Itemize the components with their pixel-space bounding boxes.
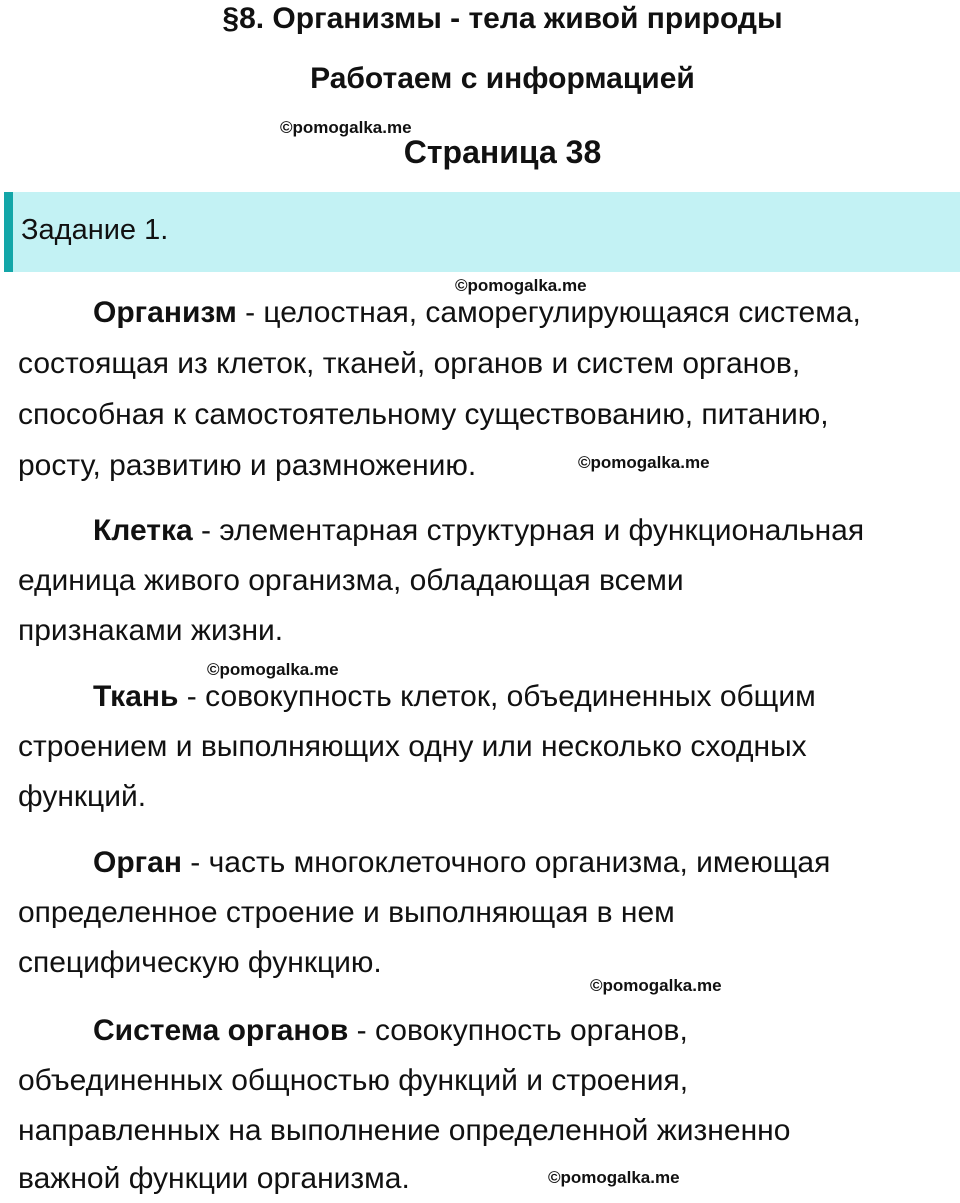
watermark: ©pomogalka.me	[455, 276, 587, 295]
definition-line: важной функции организма.	[18, 1162, 410, 1195]
definition-line: объединенных общностью функций и строения,	[18, 1064, 689, 1097]
definition-term: Орган	[93, 846, 182, 879]
definition-line: определенное строение и выполняющая в нем	[18, 896, 675, 929]
definition-line: признаками жизни.	[18, 614, 284, 647]
definition-term: Клетка	[93, 514, 193, 547]
definition-line: функций.	[18, 780, 147, 813]
definition-term: Организм	[93, 296, 237, 329]
definition-line: единица живого организма, обладающая всеми	[18, 564, 684, 597]
watermark: ©pomogalka.me	[590, 976, 722, 995]
page-title: Страница 38	[403, 134, 602, 170]
watermark: ©pomogalka.me	[280, 118, 412, 137]
definition-first-line: Система органов - совокупность органов,	[93, 1014, 688, 1047]
definition-first-line: Орган - часть многоклеточного организма, имеющая	[93, 846, 831, 879]
definition-term: Система органов	[93, 1014, 349, 1047]
definition-first-line: Клетка - элементарная структурная и функциональная	[93, 514, 865, 547]
definition-first-line: Организм - целостная, саморегулирующаяся система,	[93, 296, 861, 329]
definition-line: направленных на выполнение определенной жизненно	[18, 1114, 791, 1147]
definition-line: способная к самостоятельному существованию, питанию,	[18, 398, 829, 431]
definition-line: строением и выполняющих одну или несколько сходных	[18, 730, 807, 763]
task-banner	[4, 192, 960, 272]
task-label: Задание 1.	[21, 214, 169, 246]
definition-line: специфическую функцию.	[18, 946, 382, 979]
watermark: ©pomogalka.me	[548, 1168, 680, 1187]
definition-first-line: Ткань - совокупность клеток, объединенных общим	[93, 680, 816, 713]
subtitle: Работаем с информацией	[310, 62, 695, 95]
watermark: ©pomogalka.me	[207, 660, 339, 679]
definition-line: росту, развитию и размножению.	[18, 449, 477, 482]
definition-term: Ткань	[93, 680, 179, 713]
section-title: §8. Организмы - тела живой природы	[222, 2, 783, 35]
definition-line: состоящая из клеток, тканей, органов и систем органов,	[18, 347, 801, 380]
watermark: ©pomogalka.me	[578, 453, 710, 472]
